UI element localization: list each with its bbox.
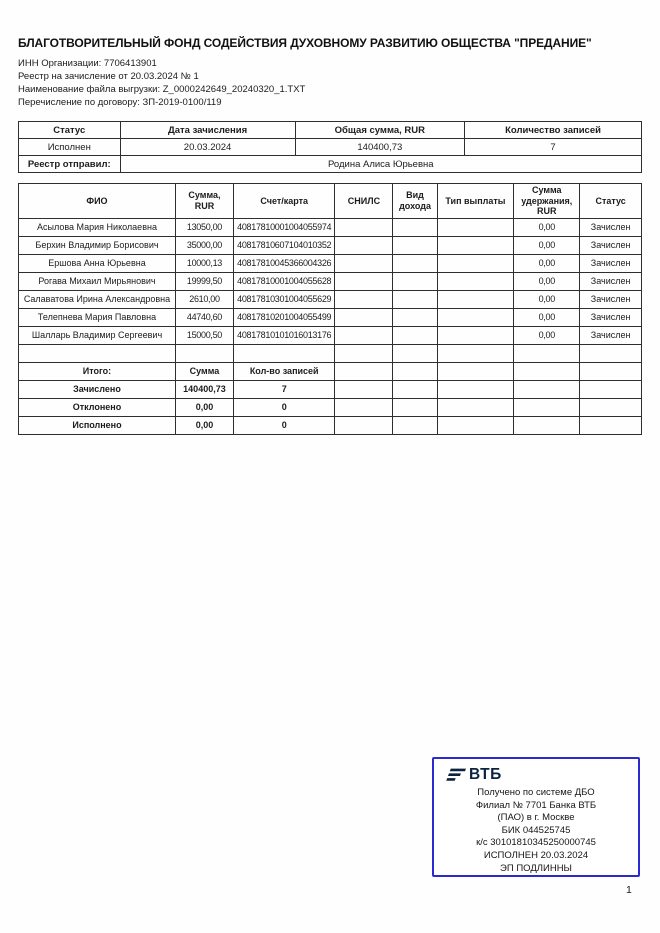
cell-fio: Салаватова Ирина Александровна bbox=[19, 290, 176, 308]
totals-row-count: 7 bbox=[233, 380, 335, 398]
cell-empty bbox=[393, 380, 437, 398]
register-header-row bbox=[19, 184, 642, 219]
total-sum-header: Общая сумма, RUR bbox=[295, 122, 464, 139]
register-spacer-row bbox=[19, 344, 642, 362]
status-value: Исполнен bbox=[19, 139, 121, 156]
cell-empty bbox=[335, 398, 393, 416]
amount-header: Сумма, RUR bbox=[175, 184, 233, 219]
cell-payout-type bbox=[437, 218, 514, 236]
totals-row-count: 0 bbox=[233, 398, 335, 416]
cell-empty bbox=[437, 362, 514, 380]
cell-empty bbox=[393, 416, 437, 434]
cell-fio: Рогава Михаил Мирьянович bbox=[19, 272, 176, 290]
cell-income-type bbox=[393, 254, 437, 272]
cell-income-type bbox=[393, 218, 437, 236]
cell-withheld: 0,00 bbox=[514, 218, 580, 236]
totals-row-label: Исполнено bbox=[19, 416, 176, 434]
cell-payout-type bbox=[437, 254, 514, 272]
info-line-filename: Наименование файла выгрузки: Z_0000242649_20240320_1.TXT bbox=[18, 84, 306, 95]
date-header: Дата зачисления bbox=[120, 122, 295, 139]
status-header: Статус bbox=[19, 122, 121, 139]
register-row bbox=[19, 308, 642, 326]
cell-account: 40817810001004055628 bbox=[233, 272, 335, 290]
stamp-line-bik: БИК 044525745 bbox=[501, 824, 571, 836]
cell-amount: 44740,60 bbox=[175, 308, 233, 326]
totals-row-sum: 0,00 bbox=[175, 416, 233, 434]
cell-withheld: 0,00 bbox=[514, 290, 580, 308]
cell-income-type bbox=[393, 308, 437, 326]
cell-empty bbox=[19, 344, 176, 362]
cell-empty bbox=[233, 344, 335, 362]
register-row bbox=[19, 218, 642, 236]
cell-empty bbox=[580, 416, 642, 434]
cell-account: 40817810001004055974 bbox=[233, 218, 335, 236]
cell-income-type bbox=[393, 236, 437, 254]
cell-snils bbox=[335, 272, 393, 290]
cell-empty bbox=[393, 344, 437, 362]
sender-label: Реестр отправил: bbox=[19, 156, 121, 173]
status-table-header-row bbox=[19, 122, 642, 139]
withheld-header: Сумма удержания, RUR bbox=[514, 184, 580, 219]
organization-title: БЛАГОТВОРИТЕЛЬНЫЙ ФОНД СОДЕЙСТВИЯ ДУХОВНОМУ РАЗВИТИЮ ОБЩЕСТВА "ПРЕДАНИЕ" bbox=[18, 36, 592, 50]
cell-amount: 13050,00 bbox=[175, 218, 233, 236]
cell-snils bbox=[335, 236, 393, 254]
cell-account: 40817810301004055629 bbox=[233, 290, 335, 308]
cell-account: 40817810201004055499 bbox=[233, 308, 335, 326]
register-row bbox=[19, 272, 642, 290]
account-header: Счет/карта bbox=[233, 184, 335, 219]
cell-snils bbox=[335, 254, 393, 272]
stamp-line-corr-account: к/с 30101810345250000745 bbox=[476, 837, 596, 849]
record-count-header: Количество записей bbox=[465, 122, 642, 139]
info-line-register: Реестр на зачисление от 20.03.2024 № 1 bbox=[18, 71, 199, 82]
cell-empty bbox=[335, 344, 393, 362]
vtb-bank-name: ВТБ bbox=[469, 766, 502, 783]
cell-empty bbox=[514, 416, 580, 434]
cell-income-type bbox=[393, 272, 437, 290]
cell-account: 40817810607104010352 bbox=[233, 236, 335, 254]
cell-empty bbox=[580, 380, 642, 398]
stamp-line-received: Получено по системе ДБО bbox=[477, 787, 595, 798]
cell-empty bbox=[335, 362, 393, 380]
totals-label: Итого: bbox=[19, 362, 176, 380]
cell-fio: Берхин Владимир Борисович bbox=[19, 236, 176, 254]
cell-empty bbox=[437, 416, 514, 434]
cell-status: Зачислен bbox=[580, 290, 642, 308]
cell-withheld: 0,00 bbox=[514, 326, 580, 344]
cell-empty bbox=[335, 416, 393, 434]
cell-income-type bbox=[393, 326, 437, 344]
payout-type-header: Тип выплаты bbox=[437, 184, 514, 219]
cell-account: 40817810045366004326 bbox=[233, 254, 335, 272]
cell-snils bbox=[335, 290, 393, 308]
cell-snils bbox=[335, 218, 393, 236]
totals-header-row bbox=[19, 362, 642, 380]
sender-name: Родина Алиса Юрьевна bbox=[120, 156, 641, 173]
cell-amount: 19999,50 bbox=[175, 272, 233, 290]
cell-empty bbox=[514, 344, 580, 362]
cell-empty bbox=[437, 398, 514, 416]
cell-empty bbox=[393, 362, 437, 380]
vtb-wing-icon bbox=[446, 768, 466, 783]
stamp-text bbox=[442, 787, 630, 875]
totals-row-sum: 140400,73 bbox=[175, 380, 233, 398]
cell-withheld: 0,00 bbox=[514, 308, 580, 326]
snils-header: СНИЛС bbox=[335, 184, 393, 219]
vtb-stamp bbox=[432, 757, 640, 877]
register-row bbox=[19, 236, 642, 254]
cell-amount: 35000,00 bbox=[175, 236, 233, 254]
cell-withheld: 0,00 bbox=[514, 236, 580, 254]
cell-empty bbox=[580, 398, 642, 416]
info-line-contract: Перечисление по договору: ЗП-2019-0100/119 bbox=[18, 97, 222, 108]
totals-sum-header: Сумма bbox=[175, 362, 233, 380]
totals-row-count: 0 bbox=[233, 416, 335, 434]
cell-empty bbox=[393, 398, 437, 416]
stamp-line-city: (ПАО) в г. Москве bbox=[497, 812, 575, 824]
totals-row-rejected bbox=[19, 398, 642, 416]
cell-payout-type bbox=[437, 290, 514, 308]
stamp-line-branch: Филиал № 7701 Банка ВТБ bbox=[475, 799, 597, 811]
stamp-line-executed: ИСПОЛНЕН 20.03.2024 bbox=[483, 849, 589, 861]
cell-status: Зачислен bbox=[580, 236, 642, 254]
cell-empty bbox=[580, 362, 642, 380]
cell-income-type bbox=[393, 290, 437, 308]
cell-snils bbox=[335, 308, 393, 326]
cell-empty bbox=[514, 398, 580, 416]
cell-empty bbox=[580, 344, 642, 362]
cell-status: Зачислен bbox=[580, 326, 642, 344]
cell-amount: 10000,13 bbox=[175, 254, 233, 272]
record-count-value: 7 bbox=[465, 139, 642, 156]
date-value: 20.03.2024 bbox=[120, 139, 295, 156]
vtb-logo bbox=[446, 765, 630, 785]
cell-fio: Телепнева Мария Павловна bbox=[19, 308, 176, 326]
register-row bbox=[19, 254, 642, 272]
page-number: 1 bbox=[626, 884, 632, 896]
cell-fio: Ершова Анна Юрьевна bbox=[19, 254, 176, 272]
cell-empty bbox=[437, 380, 514, 398]
total-sum-value: 140400,73 bbox=[295, 139, 464, 156]
cell-payout-type bbox=[437, 272, 514, 290]
totals-row-sum: 0,00 bbox=[175, 398, 233, 416]
cell-empty bbox=[437, 344, 514, 362]
cell-status: Зачислен bbox=[580, 308, 642, 326]
cell-snils bbox=[335, 326, 393, 344]
stamp-line-signature: ЭП ПОДЛИННЫ bbox=[500, 862, 572, 874]
cell-amount: 2610,00 bbox=[175, 290, 233, 308]
cell-amount: 15000,50 bbox=[175, 326, 233, 344]
cell-payout-type bbox=[437, 236, 514, 254]
register-table bbox=[18, 183, 642, 435]
document-info-block bbox=[18, 57, 642, 109]
totals-row-label: Отклонено bbox=[19, 398, 176, 416]
totals-row-executed bbox=[19, 416, 642, 434]
cell-empty bbox=[514, 362, 580, 380]
cell-payout-type bbox=[437, 308, 514, 326]
cell-withheld: 0,00 bbox=[514, 272, 580, 290]
totals-count-header: Кол-во записей bbox=[233, 362, 335, 380]
cell-withheld: 0,00 bbox=[514, 254, 580, 272]
cell-status: Зачислен bbox=[580, 218, 642, 236]
totals-row-label: Зачислено bbox=[19, 380, 176, 398]
register-row bbox=[19, 326, 642, 344]
document-content bbox=[0, 0, 660, 435]
cell-payout-type bbox=[437, 326, 514, 344]
totals-row-credited bbox=[19, 380, 642, 398]
cell-fio: Асылова Мария Николаевна bbox=[19, 218, 176, 236]
cell-account: 40817810101016013176 bbox=[233, 326, 335, 344]
cell-empty bbox=[175, 344, 233, 362]
fio-header: ФИО bbox=[19, 184, 176, 219]
status-table-value-row bbox=[19, 139, 642, 156]
cell-fio: Шалларь Владимир Сергеевич bbox=[19, 326, 176, 344]
cell-empty bbox=[335, 380, 393, 398]
cell-status: Зачислен bbox=[580, 254, 642, 272]
row-status-header: Статус bbox=[580, 184, 642, 219]
register-row bbox=[19, 290, 642, 308]
cell-status: Зачислен bbox=[580, 272, 642, 290]
info-line-inn: ИНН Организации: 7706413901 bbox=[18, 58, 157, 69]
cell-empty bbox=[514, 380, 580, 398]
income-type-header: Вид дохода bbox=[393, 184, 437, 219]
sender-row bbox=[19, 156, 642, 173]
status-table bbox=[18, 121, 642, 173]
